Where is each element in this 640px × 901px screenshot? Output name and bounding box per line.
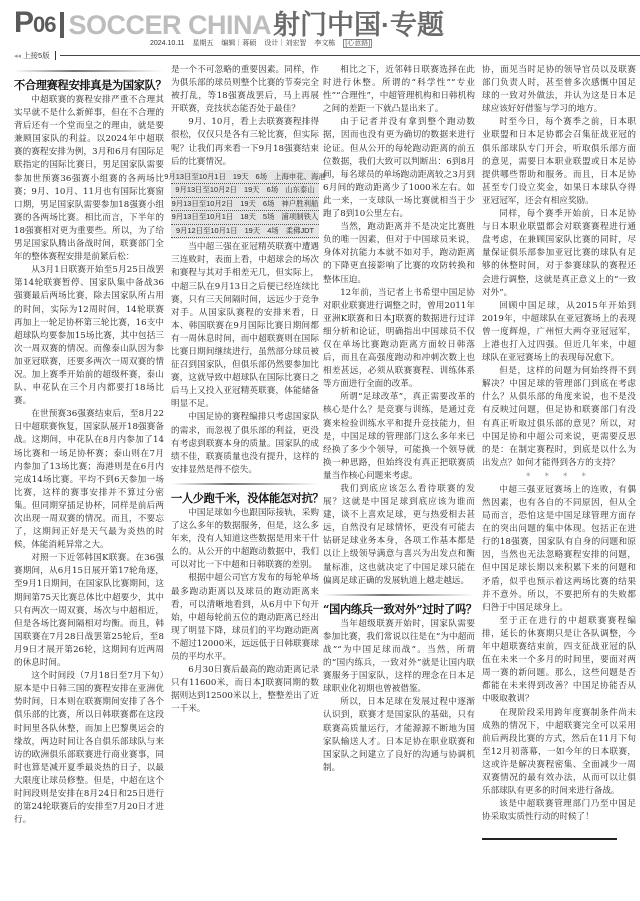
design-credit: 设计｜刘宏智 — [264, 40, 307, 47]
column-1 — [14, 64, 167, 894]
paragraph: 但是，这样的问题为何始终得不到解决？中国足球的管理部门到底在考虑什么？从俱乐部的角度来说，也不是没有反映过问题，但足协和联赛部门有没有真正听取过俱乐部的意见？所以，对中国足协和中超公司来说，更需要反思的是：在制定赛程时，到底是以什么为出发点？如何才能得到各方的支持？ — [482, 366, 636, 468]
paragraph: 中超三强亚冠赛场上的连败，有偶然因素，也有各自的不同原因，但从全局而言，恐怕这是中国足球管理方面存在的突出问题的集中体现。包括正在进行的18强赛，国家队有自身的问题和原因，当然也无法忽略赛程安排的问题，但中国足球长期以来积累下来的问题和矛盾，似乎也预示着这两场比赛的结果并不意外。所以，不要把所有的失败都归咎于中国足球身上。 — [482, 484, 636, 613]
end-rule — [482, 838, 617, 840]
dateline — [150, 38, 378, 48]
schedule-table — [164, 170, 326, 240]
heading-rule — [323, 594, 475, 596]
paragraph: 回顾中国足球，从2015年开始到2019年，中超球队在亚冠赛场上的表现曾一度辉煌，广州恒大两夺亚冠冠军，上港也打入过四强。但近几年来，中超球队在亚冠赛场上的表现每况愈下。 — [482, 300, 636, 364]
article-heading: 不合理赛程安排真是为国家队？ — [14, 78, 167, 92]
paragraph: 12年前，当记者上书希望中国足协对职业联赛进行调整之时，曾用2011年亚洲K联赛和日本J联赛的数据进行过详细分析和论证，明确指出中国球员不仅仅在单场比赛跑动距离方面较日韩落后，而且在高强度跑动和冲刺次数上也相差甚远，必须从联赛赛程、训练体系等方面进行全面的改革。 — [323, 287, 475, 390]
table-row — [171, 198, 319, 212]
back-arrow-icon: ◂◂ — [14, 52, 22, 60]
paragraph: 当中超三强在亚冠精英联赛中遭遇三连败时，表面上看，中超球会的场次和赛程与其对手相差无几，但实际上，中超三队在9月13日之后便已经连续比赛，只有三天间隔时间，远远少于竞争对手。从国家队赛程的安排来看，日本、韩国联赛在9月国际比赛日期间都有一周休息时间，而中超联赛则在国际比赛日期间继续进行，虽然部分球员被征召到国家队，但俱乐部仍然要参加比赛，这就导致中超球队在国际比赛日之后马上又投入亚冠精英联赛，体能储备明显不足。 — [171, 242, 319, 410]
paragraph: 当年超级联赛开始时，国家队需要参加比赛，我们常说以往是在“为中超而战”“为中国足球而战”。当然，所谓的“国内练兵，一致对外”就是让国内联赛服务于国家队，这样的理念在日本足球职业化初期也曾被借鉴。 — [323, 618, 475, 695]
table-row — [164, 171, 326, 185]
weekday: 星期五 — [192, 40, 214, 47]
paragraph: 6月30日赛后最高的跑动距离记录只有11600米，而日本J联赛同期的数据则达到12500米以上，整整差出了近一千米。 — [171, 665, 319, 715]
table-cell: 19天 — [232, 171, 249, 181]
table-cell: 神户胜利船 — [281, 198, 319, 208]
masthead-divider — [60, 12, 64, 38]
paragraph: 协，面见当时足协的领导官员以及联赛部门负责人时，甚至曾多次感慨中国足球的一致对外做法，并认为这是日本足球应该好好借鉴与学习的地方。 — [482, 65, 636, 115]
column-3 — [323, 64, 475, 894]
paragraph: 所谓“足球改革”，真正需要改革的核心是什么？是竞赛与训练，是通过竞赛来检验训练水平和提升竞技能力，但是，中国足球的管理部门这么多年来已经换了多少个领导，可能换一个领导就换一种思路，但始终没有真正把联赛质量当作核心问题来考虑。 — [323, 392, 475, 481]
table-cell: 5场 — [262, 212, 275, 222]
section-title: 射门中国·专题 — [273, 10, 445, 40]
table-cell: 6场 — [266, 185, 279, 195]
table-cell: 18天 — [240, 212, 256, 222]
brand-english: SOCCER CHINA — [68, 10, 272, 40]
proof-credit: 李文栋 — [314, 40, 336, 47]
table-cell: 9月12日至10月1日 — [175, 225, 238, 235]
top-rule — [60, 55, 640, 56]
paragraph: 至于正在进行的中超联赛赛程编排，延长的休赛期只是让各队调整，今年中超联赛结束前，四支征战亚冠的队伍在未来一个多月的时间里，要面对两周一赛的新问题。那么，这些问题是否都能在未来得到改善？中国足协能否从中吸取教训？ — [482, 615, 636, 705]
paragraph: 我们到底应该怎么看待联赛的发展？这就是中国足球到底应该为谁而建，谈不上喜欢足球，更与热爱相去甚远，自然没有足球情怀，更没有可能去钻研足球业务本身，各项工作基本都是以让上级领导满意与喜兴为出发点和衡量标准，这也就决定了中国足球只能在偏离足球正确的发展轨道上越走越远。 — [323, 484, 475, 586]
paragraph: 根据中超公司官方发布的每轮单场最多跑动距离以及球员的跑动距离来看，可以清晰地看到，从6月中下旬开始，中超每轮前五位的跑动距离已经出现了明显下降，球员们的平均跑动距离不超过12000米，远远低于日韩联赛球员的平均水平。 — [171, 573, 319, 662]
sub-heading: 一人少跑千米，没体能怎对抗？ — [171, 490, 324, 505]
heading-rule — [14, 70, 164, 72]
paragraph: 中超联赛的赛程安排严重不合理其实早就不是什么新鲜事，但在不合理的背后还有一个堂而皇之的理由，就是要兼顾国家队的利益。以2024年中超联赛的赛程安排为例，3月和6月有国际足联指定的国际比赛日，男足国家队需要参加世预赛36强赛小组赛的各两场比赛；9月、10月、11月也有国际比赛窗口期，男足国家队需要参加18强赛小组赛的各两场比赛。相比而言，下半年的18强赛相对更为重要些。所以，为了给男足国家队腾出备战时间，联赛部门全年的整体赛程安排是前紧后松： — [14, 95, 164, 263]
credit-tag: [心意路] — [345, 40, 371, 47]
page-number: P06 — [14, 6, 56, 39]
table-cell: 19天 — [240, 198, 256, 208]
table-cell: 上海申花、海港 — [274, 171, 326, 181]
table-cell: 6场 — [262, 198, 275, 208]
paragraph: 从3月1日联赛开始至5月25日战罢第14轮联赛暂停、国家队集中备战36强赛最后两场比赛，除去国家队所占用的时间，实际为12周时间，14轮联赛再加上一轮足协杯第三轮比赛，16支中超球队均要参加15场比赛，其中包括三次一周双赛的情况。而像泰山队因为参加亚冠联赛，还要多两次一周双赛的情况。加上赛季开始前的超级杯赛，泰山队、申花队在三个月内都要打18场比赛。 — [14, 265, 164, 407]
paragraph: 在世预赛36强赛结束后，至8月22日中超联赛恢复，国家队展开18强赛备战。这期间，申花队在8月内参加了14场比赛和一场足协杯赛；泰山则在7月内参加了13场比赛；海港则是在6月内完成14场比赛。平均不到6天参加一场比赛，这样的赛事安排并不算过分密集。但同期穿插足协杯，同样是前后两次出现一周双赛的情况。而且，不要忘了，这期间正好是天气最为炎热的时候，体能消耗异常之大。 — [14, 409, 164, 551]
paragraph: 该是中超联赛管理部门乃至中国足协采取实质性行动的时候了！ — [482, 799, 636, 823]
rule-tick — [55, 51, 57, 60]
paragraph: 同样，每个赛季开始前，日本足协与日本职业联盟都会对联赛赛程进行通盘考虑，在兼顾国家队比赛的同时，尽量保证俱乐部参加亚冠比赛的球队有足够的休整时间，对于参赛球队的赛程还会进行调整，这就是真正意义上的“一致对外”。 — [482, 209, 636, 298]
column-2 — [164, 64, 326, 894]
paragraph: 中国足球如今也跟国际接轨，采购了这么多年的数据服务，但是，这么多年来，没有人知道这些数据是用来干什么的。从公开的中超跑动数据中，我们可以对比一下中超和日韩联赛的差别。 — [171, 507, 319, 571]
issue-date: 2024.10.11 — [150, 40, 185, 47]
continued-from — [14, 50, 56, 61]
sub-heading: “国内练兵一致对外”过时了吗？ — [323, 601, 477, 616]
paragraph: 在现阶段采用跨年度赛制条件尚未成熟的情况下，中超联赛完全可以采用前后两段比赛的方式，然后在11月下旬至12月初落幕，一如今年的日本联赛，这或许是解决赛程密集、全面减少一周双赛情况的最有效办法，从而可以让俱乐部球队有更多的时间来进行备战。 — [482, 707, 636, 797]
paragraph: 9月、10月，看上去联赛赛程排得很松，仅仅只是各有三轮比赛，但实际呢？让我们再来看一下9月18强赛结束后的比赛情况。 — [171, 117, 319, 167]
table-cell: 山东泰山 — [285, 185, 315, 195]
paragraph: 相比之下，近邻韩日联赛选择在此时进行休整。所谓的“科学性”“专业性”“合理性”，中超管理机构和日韩机构之间的差距一下就凸显出来了。 — [323, 65, 475, 115]
table-cell: 9月13日至10月1日 — [164, 171, 226, 181]
paragraph: 时至今日，每个赛季之前，日本职业联盟和日本足协都会召集征战亚冠的俱乐部球队专门开会，听取俱乐部方面的意见，需要日本职业联盟或日本足协提供哪些帮助和服务。而且，日本足协甚至专门设立奖金，如果日本球队夺得亚冠冠军，还会有相应奖励。 — [482, 117, 636, 206]
table-cell: 19天 — [243, 185, 260, 195]
continued-label: 上接5版 — [23, 51, 50, 60]
paragraph: 是一个不可忽略的重要因素。同样，作为俱乐部的球员则整个比赛的节奏完全被打乱，等18强赛战罢后，马上再展开联赛，竞技状态能否处于最佳？ — [171, 65, 319, 115]
table-cell: 6场 — [255, 171, 268, 181]
table-cell: 9月13日至10月2日 — [171, 198, 234, 208]
table-cell: 9月13日至10月1日 — [171, 212, 234, 222]
table-cell: 19天 — [244, 225, 261, 235]
table-cell: 柔佛JDT — [285, 225, 315, 235]
paragraph: 当然，跑动距离并不是决定比赛胜负的唯一因素，但对于中国球员来说，身体对抗能力本就不如对手，跑动距离的下降更直接影响了比赛的攻防转换和整体压迫。 — [323, 222, 475, 285]
column-4 — [482, 64, 636, 894]
paragraph: 对照一下近邻韩国K联赛。在36强赛期间，从6月15日展开第17轮角逐，至9月1日期间，在国家队比赛期间，这期间第75天比赛总体比中超要少，其中只有两次一周双赛，场次与中超相近，但是各场比赛间隔相对均衡。而且，韩国联赛在7月28日战罢第25轮后，至8月9日才展开第26轮，这期间有近两周的休息时间。 — [14, 553, 164, 669]
table-cell: 4场 — [267, 225, 279, 235]
table-row — [171, 184, 319, 198]
paragraph: 这个时间段（7月18日至7月下旬）原本是中日韩三国的赛程安排在亚洲优势时间，日本则在联赛期间安排了各个俱乐部的比赛，所以日韩联赛都在这段时间里各队休整，而加上巴黎奥运会的缘故，两边时间让各自俱乐部球队与来访的欧洲俱乐部联赛进行商业赛事，同时也算是减开夏季最炎热的日子，以最大限度让球员修整。但是，中超在这个时间段则是安排在8月24日和25日进行的第24轮联赛后的安排至7月20日才进行。 — [14, 671, 164, 826]
paragraph: 中国足协的赛程编排只考虑国家队的需求，而忽视了俱乐部的利益，更没有考虑到联赛本身的质量。国家队的成绩不佳，联赛质量也没有提升，这样的安排显然是得不偿失。 — [171, 412, 319, 475]
table-row — [171, 225, 319, 239]
section-separator: * * * * — [526, 471, 592, 481]
masthead — [14, 6, 444, 40]
paragraph: 所以，日本足球在发展过程中逐渐认识到，联赛才是国家队的基础，只有联赛高质量运行，才能源源不断地为国家队输送人才。日本足协在职业联赛和国家队之间建立了良好的沟通与协调机制。 — [323, 697, 475, 773]
heading-rule — [171, 483, 319, 485]
paragraph: 由于记者并没有拿到整个跑动数据，因而也没有更为确切的数据来进行论证。但从公开的每轮跑动距离的前五位数据，我们大致可以判断出：6到8月间，每名球员的单场跑动距离较之3月到6月间的跑动距离少了1000米左右。如此一来，一支球队一场比赛就相当于少跑了8到10公里左右。 — [323, 117, 475, 220]
editor-credit: 编辑｜蒋硕 — [221, 40, 257, 47]
table-row — [171, 211, 319, 225]
table-cell: 浦项制铁人 — [281, 212, 319, 222]
table-cell: 9月13日至10月2日 — [175, 185, 237, 195]
